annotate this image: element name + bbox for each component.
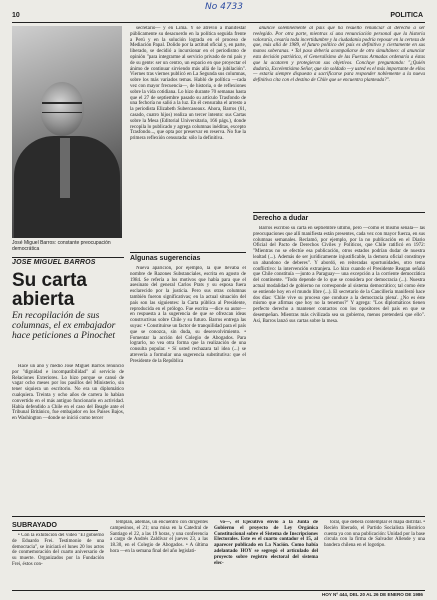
box-column-2 [110, 520, 208, 589]
article-column-3b [253, 226, 425, 510]
box-column-4-text: toral, que deberá contemplar el mapa distrital. • Recién liberado, el Partido Socialista Histórico cuenta ya con una publicación: Unidad por la base circula con la firma de Salvador Allende y una bandera chilena en el logotipo. [324, 520, 425, 549]
article-lead: En recopilación de sus columnas, el ex embajador hace peticiones a Pinochet [12, 310, 116, 342]
box-top-rule [12, 516, 425, 517]
subhead-rule-3 [253, 212, 425, 213]
article-column-2 [130, 26, 246, 248]
article-column-3b-text: Barros escribió su carta en septiembre último, pero —como él mismo señala— las preocupaciones que allí manifiesta están presentes, cada vez con mayor fuerza, en sus columnas semanales. Reclamó, por ejemplo, por la no publicación en el Diario Oficial del Pacto de Derechos Civiles y Políticos, que Chile ratificó en 1972: "Mientras no se efectúe esa publicación, otros estados podrían dudar de nuestra lealtad (...). Además de ser jurídicamente injustificable, la demora oficial constituye un abandono de deberes". Y abordó, en reiteradas oportunidades, otro tema conflictivo: la intervención extranjera. Lo hizo cuando el Presidente Reagan señaló que Chile constituía —junto a Paraguay— una excepción a la corriente democrática del continente. "Todo depende de lo que se considera por democracia (...). Nuestra actual modalidad de gobierno no corresponde al sistema democrático; tal como éste se entiende hoy en el mundo libre (...). El secretario de la Cancillería manifestó hace dos días: 'Chile vive su proceso que conduce a la democracia plena'. ¿No es éste mismo que afirmas que hoy no la tenemos?" Y agrega: "Los diplomáticos tienen perfecto derecho a mantener contactos con los opositores del país en que se desempeñan. Mientras más civilizada sea su gobierno, menos pretenderá que ello". Así, Barros lanzó sus cartas sobre la mesa. [253, 226, 425, 324]
page-number: 10 [12, 12, 20, 19]
article-author: JOSE MIGUEL BARROS [12, 259, 96, 266]
section-label: POLITICA [390, 12, 423, 19]
issue-footer: HOY Nº 444, DEL 20 AL 26 DE ENERO DE 1986 [321, 592, 423, 597]
article-column-2b-text: Nueva aparición, por ejemplo, la que llevaba el nombre de Razones Substanciales, escrita en agosto de 1984. Se refería a los motivos que había para que el asesinato del general Carlos Prats y su esposa fuera esclarecido por la justicia. Pero sus otras columnas también fueron significativas; en la actual situación del país son las siguientes: la Carta pública al Presidente, reproducida en el prólogo. Fue escrita —dice su autor— en respuesta a la sugerencia de que se ofrezcan ideas constructivas sobre Chile y su futuro. Barros entrega las suyas: • Constituirse un factor de tranquilidad para el país que se conozca, sin duda, su desenvolvimiento. • Fomentar la acción del Colegio de Abogados. Para lograrlo, no vea otra forma que la realización de una consulta popular. • Sí usted rechazara tal idea (...) se atrevería a formular una sugerencia substitutiva: que el Presidente de la República [130, 266, 246, 364]
box-column-3 [214, 520, 318, 589]
subhead-algunas-sugerencias: Algunas sugerencias [130, 255, 201, 262]
article-column-2b [130, 266, 246, 510]
article-column-2-text: secretario— y en Lima. Y se atrevió a manifestar públicamente su desacuerdo en la política seguida frente a Perú y en la solución lograda en el proceso de Mediación Papal. Dolido por la actitud oficial y, en parte, liberado, se decidió a incursionar en el periodismo de opinión "para integrarme al servicio privado de mi país y de su gente: ser un centro, un espacio en que proyectar el ánimo de continuar sirviendo más allá de la jubilación". Viernes tras viernes publicó en La Segunda sus columnas, sobre los más variados temas. Habló de política —cada vez con mayor frecuencia—, de historia, o de reflexiones sobre la vida cotidiana. Lo hizo durante 70 semanas hasta que el 27 de septiembre pasado su artículo Trasfondo de una fechoría no salió a la luz. En él censuraba el arresto a la periodista Elizabeth Subercaseaux. Ahora, Barros (61, casado, cuatro hijos) realiza un tercer intento: sus Cartas sobre la Mesa (Editorial Universitaria, 166 págs.), donde recopila lo publicado y agrega columnas inéditas, excepto Trasfondo..., que opta por preservar en reserva. No fue la primera reflexión censurada: sólo la definitiva. [130, 26, 246, 142]
photo-caption: José Miguel Barros: constante preocupación democrática [12, 240, 111, 252]
header-rule [12, 22, 425, 23]
box-column-1-text: • Con la exhibición del video "El gobierno de Eduardo Frei. Testimonio de una democracia", se iniciará el lunes 20 los actos de conmemoración del cuarto aniversario de su muerte. Organizados por la Fundación Frei, éstos con- [12, 533, 104, 567]
box-title: SUBRAYADO [12, 520, 98, 531]
handwritten-archive-number: No 4733 [205, 2, 244, 12]
subhead-derecho-a-dudar: Derecho a dudar [253, 215, 309, 222]
headline-line-2: abierta [12, 289, 75, 310]
headline-line-1: Su carta [12, 270, 87, 291]
footer-rule [12, 590, 425, 591]
box-column-2-text: templan, además, un encuentro con dirigentes campesinos, el 21; una misa en la Catedral de Santiago el 22, a las 19 horas, y una conferencia a cargo de Andrés Zaldívar el jueves 23, a las 18.30, en el Colegio de Abogados. • A última hora —en la semana final del año legislati- [110, 520, 208, 554]
author-rule [12, 257, 124, 258]
article-column-3-text: anuncie solemnemente al país que ha resuelto renunciar al derecho a ser reelegido. Por otra parte, mientras sí una renunciación personal que la historia valoraría, cesaría toda incertidumbre y la ciudadanía podría reposar en la certeza de que, más allá de 1989, el futuro político del país es definitivo y ciertamente en sus manos soberanas. • Tal paso debería acompañarse de otro simultáneo: al anunciar esta decisión patriótica, el Generalísimo de las Fuerzas Armadas ordenaría a éstas que la acataren y protegieran sus objetivos. Concluye preguntando: "¿Quién dudaría, Excelentísimo Señor, que sin soldado —y usted es el más importante de ellos— estaría siempre dispuesto a sacrificarse para responder noblemente a la nueva definitiva cita con el destino de Chile que se encuentra planteada?". [253, 26, 425, 84]
portrait-photo [12, 26, 122, 238]
box-column-3-text: vo—, el Ejecutivo envió a la Junta de Gobierno el proyecto de Ley Orgánica Constitucional sobre el Sistema de Inscripciones Electorales. Este es el cuarto contador el 15, al aparecer publicado en La Nación. Como había adelantado HOY se segregó el articulado del proyecto sobre registro electoral del sistema elec- [214, 520, 318, 566]
box-column-1 [12, 533, 104, 589]
box-column-4 [324, 520, 425, 589]
subhead-rule-2 [130, 252, 246, 253]
article-column-1-text: Hace un año y medio José Miguel Barros renunció por "dignidad e incompatibilidad" al servicio de Relaciones Exteriores. Lo hizo porque se cansó de vagar ocho meses por los pasillos del Ministerio, sin tener siquiera un escritorio. No era un diplomático cualquiera. Treinta y ocho años de carrera lo habían convertido en el más antiguo funcionario en actividad. Había defendido a Chile en el caso del Beagle ante el Tribunal Británico, fue embajador en los Países Bajos, en Washington —donde se inició como tercer [12, 364, 124, 422]
article-column-1 [12, 364, 124, 510]
article-column-3 [253, 26, 425, 208]
